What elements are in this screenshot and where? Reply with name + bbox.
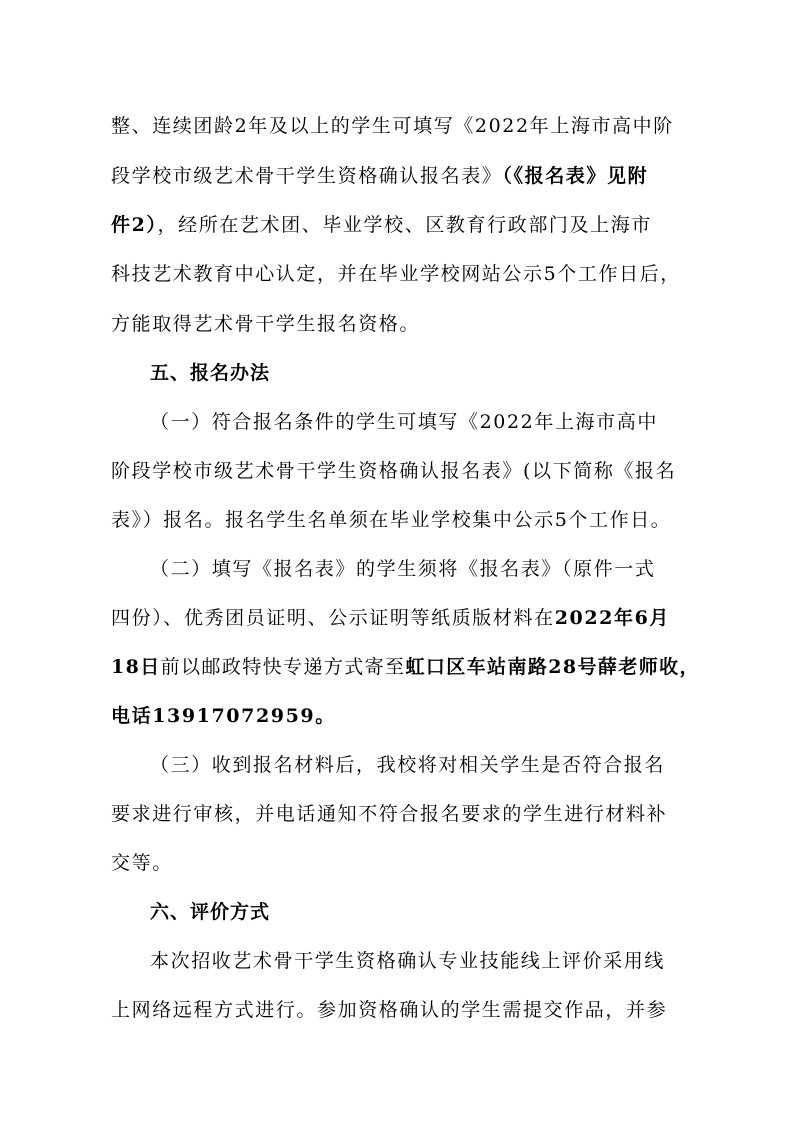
section5-p3-line-3: 交等。 (111, 852, 173, 874)
section5-p1-line-3: 表》）报名。报名学生名单须在毕业学校集中公示5个工作日。 (111, 509, 672, 531)
section4-line-5: 方能取得艺术骨干学生报名资格。 (111, 313, 421, 335)
section5-p2-line-3-text: 前以邮政特快专递方式寄至 (160, 656, 406, 678)
section5-p3-line-1: （三）收到报名材料后，我校将对相关学生是否符合报名 (150, 754, 666, 776)
section5-heading: 五、报名办法 (150, 362, 271, 384)
section5-p2-line-2 (111, 604, 670, 632)
section4-line-3 (111, 211, 652, 239)
section6-heading: 六、评价方式 (150, 901, 271, 923)
section5-p2-line-4: 电话13917072959。 (111, 705, 336, 727)
section6-p1-line-2: 上网络远程方式进行。参加资格确认的学生需提交作品，并参 (111, 999, 668, 1021)
section4-line-1: 整、连续团龄2年及以上的学生可填写《2022年上海市高中阶 (111, 115, 674, 137)
section5-p2-line-1: （二）填写《报名表》的学生须将《报名表》（原件一式 (150, 558, 656, 580)
section5-p2-line-2-text: 四份）、优秀团员证明、公示证明等纸质版材料在 (111, 607, 555, 629)
section5-p1-line-1: （一）符合报名条件的学生可填写《2022年上海市高中 (150, 411, 658, 433)
section4-line-3-text: ，经所在艺术团、毕业学校、区教育行政部门及上海市 (157, 214, 652, 236)
section6-p1-line-1: 本次招收艺术骨干学生资格确认专业技能线上评价采用线 (150, 950, 666, 972)
section4-line-2-text: 段学校市级艺术骨干学生资格确认报名表》 (111, 165, 503, 187)
section4-line-4: 科技艺术教育中心认定，并在毕业学校网站公示5个工作日后， (111, 263, 681, 285)
section4-line-2 (111, 162, 648, 190)
section5-p2-line-3-bold-address: 虹口区车站南路28号薛老师收， (405, 656, 700, 678)
section5-p2-line-2-bold: 2022年6月 (554, 607, 671, 629)
section4-line-3-bold: 件2） (111, 214, 158, 236)
section5-p2-line-3 (111, 653, 700, 681)
section5-p1-line-2: 阶段学校市级艺术骨干学生资格确认报名表》(以下简称《报名 (111, 460, 677, 482)
section5-p2-line-3-bold-date: 18日 (111, 656, 161, 678)
section4-line-2-bold: （《报名表》见附 (502, 165, 649, 187)
section5-p3-line-2: 要求进行审核，并电话通知不符合报名要求的学生进行材料补 (111, 803, 668, 825)
